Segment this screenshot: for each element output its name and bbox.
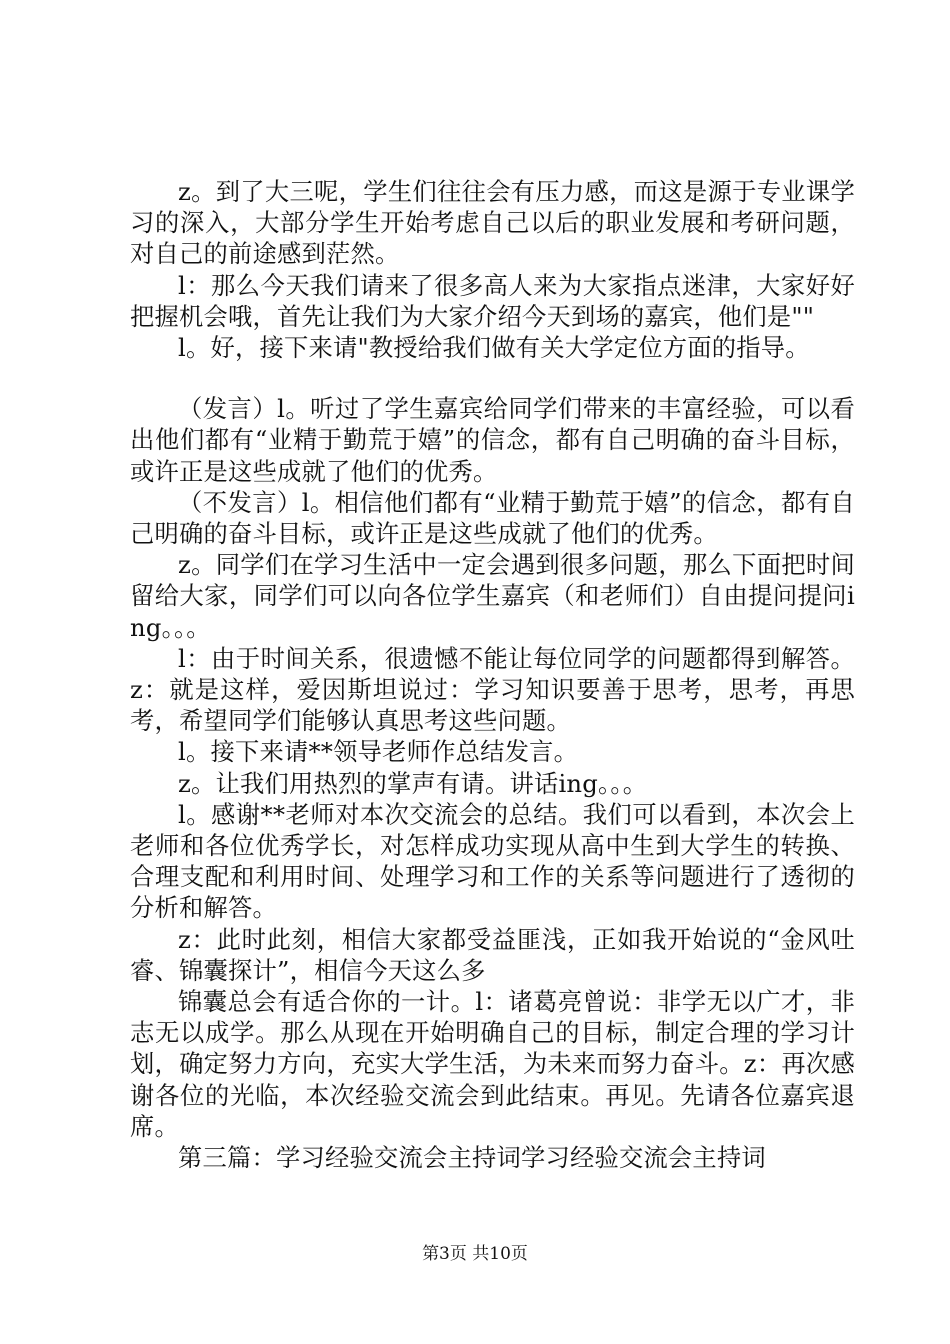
paragraph: （不发言）l。相信他们都有“业精于勤荒于嬉”的信念，都有自己明确的奋斗目标，或许正是这些成就了他们的优秀。 — [130, 487, 855, 549]
section-heading: 第三篇：学习经验交流会主持词学习经验交流会主持词 — [178, 1143, 766, 1173]
paragraph: z。让我们用热烈的掌声有请。讲话ing。。。 — [178, 768, 648, 798]
paragraph: z。同学们在学习生活中一定会遇到很多问题，那么下面把时间留给大家，同学们可以向各位学生嘉宾（和老师们）自由提问提问ing。。。 — [130, 550, 855, 642]
paragraph: z：此时此刻，相信大家都受益匪浅，正如我开始说的“金风吐睿、锦囊探计”，相信今天这么多 — [130, 924, 855, 985]
paragraph: l。感谢**老师对本次交流会的总结。我们可以看到，本次会上老师和各位优秀学长，对怎样成功实现从高中生到大学生的转换、合理支配和利用时间、处理学习和工作的关系等问题进行了透彻的分析和解答。 — [130, 799, 855, 923]
paragraph: l：那么今天我们请来了很多高人来为大家指点迷津，大家好好把握机会哦，首先让我们为大家介绍今天到场的嘉宾，他们是"" — [130, 270, 855, 331]
paragraph: l。接下来请**领导老师作总结发言。 — [178, 737, 579, 767]
paragraph: l。好，接下来请"教授给我们做有关大学定位方面的指导。 — [178, 333, 810, 363]
paragraph: 锦囊总会有适合你的一计。l：诸葛亮曾说：非学无以广才，非志无以成学。那么从现在开始明确自己的目标，制定合理的学习计划，确定努力方向，充实大学生活，为未来而努力奋斗。z：再次感谢各位的光临，本次经验交流会到此结束。再见。先请各位嘉宾退席。 — [130, 987, 855, 1141]
document-body — [130, 176, 855, 1173]
page-number-footer: 第3页 共10页 — [422, 1244, 528, 1264]
paragraph: z。到了大三呢，学生们往往会有压力感，而这是源于专业课学习的深入，大部分学生开始考虑自己以后的职业发展和考研问题，对自己的前途感到茫然。 — [130, 177, 855, 269]
paragraph: （发言）l。听过了学生嘉宾给同学们带来的丰富经验，可以看出他们都有“业精于勤荒于嬉”的信念，都有自己明确的奋斗目标，或许正是这些成就了他们的优秀。 — [130, 394, 855, 486]
paragraph: l：由于时间关系，很遗憾不能让每位同学的问题都得到解答。z：就是这样，爱因斯坦说过：学习知识要善于思考，思考，再思考，希望同学们能够认真思考这些问题。 — [130, 643, 855, 736]
